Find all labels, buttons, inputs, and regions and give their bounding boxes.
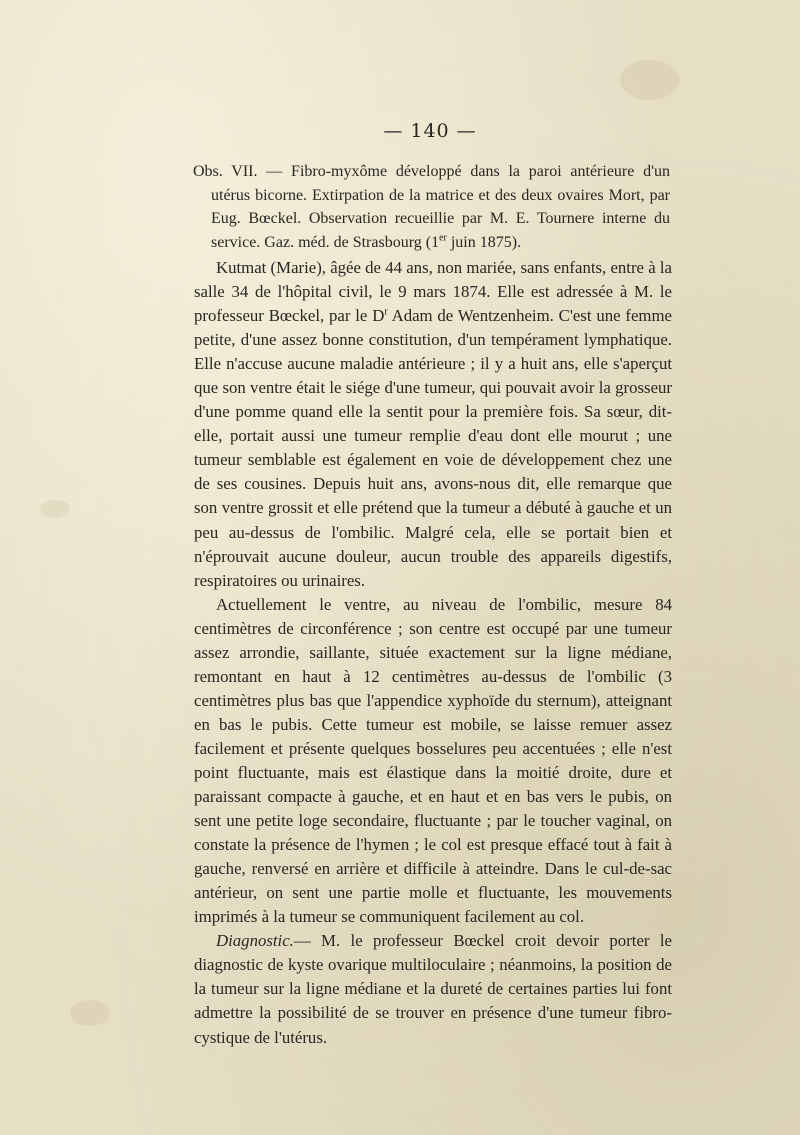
paper-stain [40,500,70,518]
paragraph-examination: Actuellement le ventre, au niveau de l'ombilic, mesure 84 centimètres de circonférence ; son centre est occupé par une tumeur assez arrondie, saillante, située exactement sur la ligne médiane, remontant en haut à 12 centimètres au-dessus de l'ombilic (3 centimètres plus bas que l'appendice xyphoïde du sternum), atteignant en bas le pubis. Cette tumeur est mobile, se laisse remuer assez facilement et présente quelques bosselures peu accentuées ; elle n'est point fluctuante, mais est élastique dans la moitié droite, dure et paraissant compacte à gauche, et en haut et en bas vers le pubis, on sent une petite loge secondaire, fluctuante ; par le toucher vaginal, on constate la présence de l'hymen ; le col est presque effacé tout à fait à gauche, renversé en arrière et difficile à atteindre. Dans le cul-de-sac antérieur, on sent une partie molle et fluctuante, les mouvements imprimés à la tumeur se communiquent facilement au col. [194,594,672,927]
observation-heading [193,160,671,254]
doctor-sup: r [384,306,388,318]
observation-date-prefix: 1 [431,233,440,251]
diagnostic-text: — M. le professeur Bœckel croit devoir porter le diagnostic de kyste ovarique multiloculaire ; néanmoins, la position de la tumeur sur la ligne médiane et la dureté de certaines parties lui font admettre la possibilité de se trouver en présence d'une tumeur fibro-cystique de l'utérus. [194,931,672,1047]
paper-stain [620,60,680,100]
observation-date-sup: er [439,232,447,244]
observation-body [194,256,672,1050]
paragraph-diagnostic [194,929,672,1049]
paragraph-text: Adam de Wentzenheim. C'est une femme petite, d'une assez bonne constitution, d'un tempérament lymphatique. Elle n'accuse aucune maladie antérieure ; il y a huit ans, elle s'aperçut que son ventre était le siége d'une tumeur, qui pouvait avoir la grosseur d'une pomme quand elle la sentit pour la première fois. Sa sœur, dit-elle, portait aussi une tumeur remplie d'eau dont elle mourut ; une tumeur semblable est également en voie de développement chez une de ses cousines. Depuis huit ans, avons-nous dit, elle remarque que son ventre grossit et elle prétend que la tumeur a débuté à gauche et un peu au-dessus de l'ombilic. Malgré cela, elle se portait bien et n'éprouvait aucune douleur, aucun trouble des appareils digestifs, respiratoires ou urinaires. [194,306,672,590]
observation-label: Obs. VII. — [193,163,283,180]
paragraph-case-history [194,256,672,593]
diagnostic-label: Diagnostic. [216,931,294,951]
observation-date-suffix: juin 1875). [446,233,522,251]
observation-title-line-1: Fibro-myxôme développé dans la paroi antérieure d'un [291,163,671,180]
paper-stain [70,1000,110,1026]
page-number: — 140 — [383,120,477,142]
observation-title-rest: utérus bicorne. Extirpation de la matrice et des deux ovaires Mort, par Eug. Bœckel. Observation recueillie par M. E. Tournere interne du service. Gaz. méd. de Strasbourg ( [211,186,670,251]
paragraph-text: Kutmat (Marie), âgée de 44 ans, non mariée, sans enfants, entre à la salle 34 de l'hôpital civil, le 9 mars 1874. Elle est adressée à M. le professeur Bœckel, par le D [194,258,672,326]
